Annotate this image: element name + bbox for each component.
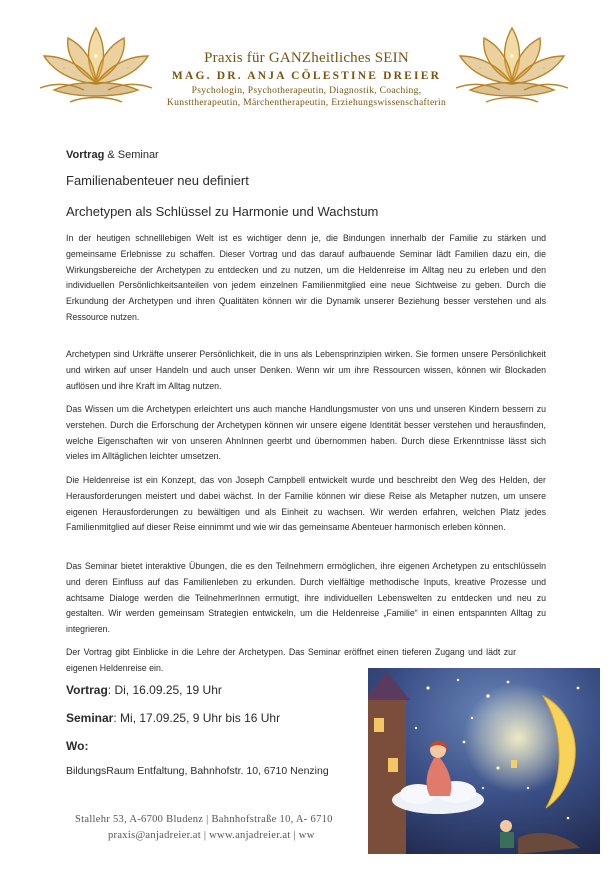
sub-heading: Archetypen als Schlüssel zu Harmonie und Wachstum <box>66 204 379 219</box>
event-type-bold: Vortrag <box>66 149 105 161</box>
fairytale-illustration <box>368 668 600 854</box>
professions-line-1: Psychologin, Psychotherapeutin, Diagnostik, Coaching, <box>191 85 422 96</box>
seminar-value: : Mi, 17.09.25, 9 Uhr bis 16 Uhr <box>113 711 281 725</box>
paragraph-heroes-journey: Die Heldenreise ist ein Konzept, das von Joseph Campbell entwickelt wurde und beschreibt den Weg des Helden, der Herausforderungen meistert und dabei wächst. In der Familie können wir diese Reise als Metapher nutzen, um unsere eigenen Herausforderungen zu bewältigen und als Einheit zu wachsen. Wir werden erfahren, welchen Platz jedes Familienmitglied auf dieser Reise einnimmt und wie wir das gemeinsame Abenteuer harmonisch erleben können. <box>66 475 546 533</box>
paragraph-summary: Der Vortrag gibt Einblicke in die Lehre der Archetypen. Das Seminar eröffnet einen tieferen Zugang und lädt zur eigenen Heldenreise ein. <box>66 647 516 673</box>
footer-address: Stallehr 53, A-6700 Bludenz | Bahnhofstraße 10, A- 6710 <box>75 814 333 825</box>
seminar-label: Seminar <box>66 711 114 725</box>
practitioner-name: MAG. DR. ANJA CÖLESTINE DREIER <box>171 70 442 82</box>
paragraph-seminar: Das Seminar bietet interaktive Übungen, die es den Teilnehmern ermöglichen, ihre eigenen Archetypen zu entschlüsseln und deren Einfluss auf das Familienleben zu erkunden. Durch vielfältige methodische Inputs, kreative Prozesse und achtsame Dialoge werden die TeilnehmerInnen ermutigt, ihre individuellen Lebenswelten zu entdecken und neu zu gestalten. Wir werden gemeinsam Strategien entwickeln, um die Heldenreise „Familie“ in einen entspannten Alltag zu integrieren. <box>66 561 546 635</box>
event-type-rest: & Seminar <box>104 149 159 161</box>
paragraph-knowledge: Das Wissen um die Archetypen erleichtert uns auch manche Handlungsmuster von uns und unseren Kindern bessern zu verstehen. Durch die Erforschung der Archetypen können wir unsere eigene Identität besser verstehen und herausfinden, welche Eigenschaften wir von unseren AhnInnen geerbt und übernommen haben. Durch diese Erkenntnisse lässt sich vieles im Alltäglichen leichter umsetzen. <box>66 404 546 462</box>
paragraph-intro: In der heutigen schnelllebigen Welt ist es wichtiger denn je, die Bindungen innerhalb der Familie zu stärken und gemeinsame Erlebnisse zu schaffen. Dieser Vortrag und das darauf aufbauende Seminar lädt Familien dazu ein, die Wirkungsbereiche der Archetypen zu entdecken und zu nutzen, um die Heldenreise im Alltag neu zu erleben und den individuellen Persönlichkeitsanteilen von jedem einzelnen Familienmitglied eine neue Sichtweise zu geben. Durch die Erkundung der Archetypen und ihren Qualitäten können wir die Dynamik unserer Beziehung besser verstehen und als Ressource nutzen. <box>66 233 546 322</box>
location-address: BildungsRaum Entfaltung, Bahnhofstr. 10, 6710 Nenzing <box>66 765 329 777</box>
wo-label: Wo: <box>66 739 89 753</box>
vortrag-label: Vortrag <box>66 683 108 697</box>
professions-line-2: Kunsttherapeutin, Märchentherapeutin, Erziehungswissenschafterin <box>166 97 447 108</box>
footer-contact: praxis@anjadreier.at | www.anjadreier.at | ww <box>108 830 315 841</box>
main-heading: Familienabenteuer neu definiert <box>66 173 249 188</box>
paragraph-archetypes: Archetypen sind Urkräfte unserer Persönlichkeit, die in uns als Lebensprinzipien wirken. Sie formen unsere Persönlichkeit und wirken auf unser Handeln und auch unser Denken. Wenn wir um ihre Ressourcen wissen, können wir Blockaden auflösen und ihre Kraft im Alltag nutzen. <box>66 349 546 391</box>
vortrag-value: : Di, 16.09.25, 19 Uhr <box>107 683 222 697</box>
event-type-label <box>66 149 546 161</box>
practice-title: Praxis für GANZheitliches SEIN <box>204 50 409 66</box>
